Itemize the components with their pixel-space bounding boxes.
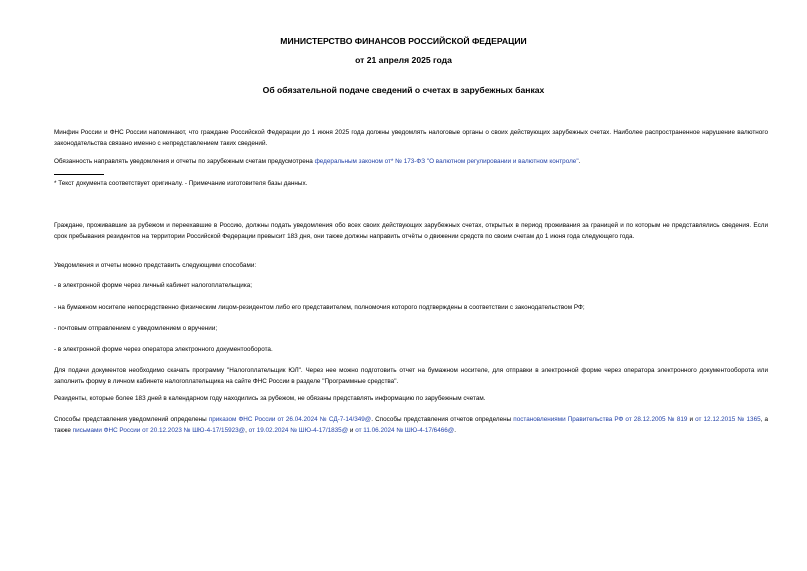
- paragraph-1: Минфин России и ФНС России напоминают, что граждане Российской Федерации до 1 июня 2025 года должны уведомлять налоговые органы о своих действующих зарубежных счетах. Наиболее распространенное нарушение валютного законодательства связано именно с непредставлением таких сведений.: [54, 129, 768, 147]
- paragraph-2-end: .: [578, 158, 581, 165]
- footnote-divider: [54, 174, 104, 175]
- paragraph-6: Резиденты, которые более 183 дней в календарном году находились за рубежом, не обязаны представлять информацию по зарубежным счетам.: [54, 395, 486, 402]
- paragraph-7-text: и: [687, 416, 696, 423]
- paragraph-4: Уведомления и отчеты можно представить следующими способами:: [54, 262, 257, 269]
- ministry-heading: МИНИСТЕРСТВО ФИНАНСОВ РОССИЙСКОЙ ФЕДЕРАЦИИ: [280, 36, 527, 46]
- paragraph-5: Для подачи документов необходимо скачать программу "Налогоплательщик ЮЛ". Через нее можно подготовить отчет на бумажном носителе, для отправки в электронной форме через оператора электронного документооборота или заполнить форму в личном кабинете налогоплательщика на сайте ФНС России в разделе "Программные средства".: [54, 367, 768, 385]
- government-resolution-link[interactable]: постановлениями Правительства РФ от 28.12.2005 № 819: [513, 416, 688, 423]
- paragraph-2-text: Обязанность направлять уведомления и отчеты по зарубежным счетам предусмотрена: [54, 158, 315, 165]
- paragraph-7: [54, 414, 768, 436]
- government-resolution-2015-link[interactable]: от 12.12.2015 № 1365: [695, 416, 761, 423]
- paragraph-7-text: , а также: [54, 416, 769, 434]
- document-title: Об обязательной подаче сведений о счетах в зарубежных банках: [262, 85, 545, 95]
- paragraph-2: [54, 156, 768, 167]
- fns-letter-feb-2024-link[interactable]: от 19.02.2024 № ШЮ-4-17/1835@: [248, 427, 349, 434]
- list-item: - на бумажном носителе непосредственно физическим лицом-резидентом либо его представителем, полномочия которого подтверждены в соответствии с законодательством РФ;: [54, 304, 585, 311]
- federal-law-link[interactable]: федеральным законом от* № 173-ФЗ "О валютном регулировании и валютном контроле": [314, 158, 579, 165]
- paragraph-7-text: . Способы представления отчетов определены: [371, 416, 514, 423]
- list-item: - почтовым отправлением с уведомлением о вручении;: [54, 325, 218, 332]
- paragraph-7-text: Способы представления уведомлений определены: [54, 416, 209, 423]
- fns-letter-2023-link[interactable]: письмами ФНС России от 20.12.2023 № ШЮ-4-17/15923@: [72, 427, 246, 434]
- footnote: * Текст документа соответствует оригиналу. - Примечание изготовителя базы данных.: [54, 180, 308, 187]
- fns-order-link[interactable]: приказом ФНС России от 26.04.2024 № СД-7-14/349@: [208, 416, 372, 423]
- paragraph-7-text: и: [348, 427, 356, 434]
- paragraph-7-text: ,: [245, 427, 249, 434]
- list-item: - в электронной форме через личный кабинет налогоплательщика;: [54, 282, 253, 289]
- document-date: от 21 апреля 2025 года: [355, 55, 452, 65]
- paragraph-3: Граждане, проживавшие за рубежом и переехавшие в Россию, должны подать уведомления обо всех своих действующих зарубежных счетах, открытых в период проживания за границей и по которым не представлялись сведения. Если срок пребывания резидентов на территории Российской Федерации превысит 183 дня, они также должны направить отчёты о движении средств по своим счетам до 1 июня года следующего года.: [54, 222, 768, 240]
- list-item: - в электронной форме через оператора электронного документооборота.: [54, 346, 273, 353]
- fns-letter-jun-2024-link[interactable]: от 11.06.2024 № ШЮ-4-17/6466@: [355, 427, 455, 434]
- paragraph-7-text: .: [454, 427, 456, 434]
